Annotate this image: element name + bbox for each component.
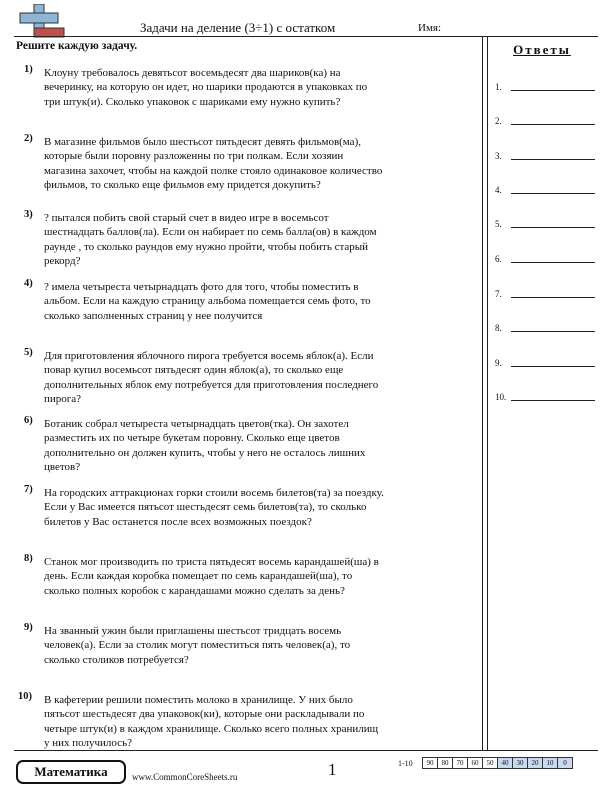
answer-line[interactable] — [511, 159, 595, 160]
answer-number: 3. — [495, 151, 502, 161]
answer-line[interactable] — [511, 400, 595, 401]
score-cell: 0 — [557, 757, 573, 769]
answer-line[interactable] — [511, 124, 595, 125]
score-cell: 40 — [497, 757, 513, 769]
answer-number: 5. — [495, 219, 502, 229]
answer-row[interactable] — [495, 319, 595, 333]
problem-number: 1) — [24, 64, 33, 75]
score-cell: 50 — [482, 757, 498, 769]
answer-number: 10. — [495, 392, 507, 402]
problem-text: В кафетерии решили поместить молоко в хранилище. У них было пятьсот шестьдесят два упаковок(ки), которые они раскладывали по четыре штук(и) в каждом хранилище. Сколько всего полных хранилищ у них получилось? — [44, 694, 379, 749]
answer-line[interactable] — [511, 193, 595, 194]
page-title: Задачи на деление (3÷1) с остатком — [140, 20, 336, 35]
problem-number: 4) — [24, 278, 33, 289]
instructions: Решите каждую задачу. — [16, 40, 138, 52]
answer-line[interactable] — [511, 366, 595, 367]
problem-text: ? пытался побить свой старый счет в видео игре в восемьсот шестнадцать баллов(ла). Если он набирает по семь балла(ов) в каждом раунде , то сколько раундов ему нужно пройти, чтобы побить старый рекорд? — [44, 212, 377, 267]
score-cell: 70 — [452, 757, 468, 769]
site-url: www.CommonCoreSheets.ru — [132, 772, 238, 782]
header-divider — [14, 36, 598, 37]
footer-divider — [14, 750, 598, 751]
score-range-label: 1-10 — [398, 759, 413, 768]
problem-number: 5) — [24, 347, 33, 358]
answer-number: 2. — [495, 116, 502, 126]
brand-badge: Математика — [16, 760, 126, 784]
answer-row[interactable] — [495, 215, 595, 229]
problem-text: ? имела четыреста четырнадцать фото для того, чтобы поместить в альбом. Если на каждую страницу альбома помещается семь фото, то сколько заполненных страниц у нее получится — [44, 281, 371, 322]
problem-number: 9) — [24, 622, 33, 633]
answer-row[interactable] — [495, 181, 595, 195]
problem-text: В магазине фильмов было шестьсот пятьдесят девять фильмов(ма), которые были поровну разложенны по три полкам. Если хозяин магазина захочет, чтобы на каждой полке стояло одинаковое количество фильмов, то сколько еще фильмов ему придется докупить? — [44, 136, 383, 191]
problem-text: Ботаник собрал четыреста четырнадцать цветов(тка). Он захотел разместить их по четыре букетам поровну. Сколько еще цветов дополнительно он должен купить, чтобы у него не осталось лишних цветов? — [44, 418, 366, 473]
score-table — [423, 757, 573, 769]
answer-row[interactable] — [495, 112, 595, 126]
answer-line[interactable] — [511, 331, 595, 332]
answer-number: 7. — [495, 289, 502, 299]
score-cell: 30 — [512, 757, 528, 769]
answer-number: 6. — [495, 254, 502, 264]
name-label: Имя: — [418, 22, 442, 34]
problem-number: 10) — [18, 691, 32, 702]
score-cell: 90 — [422, 757, 438, 769]
score-cell: 60 — [467, 757, 483, 769]
problem-number: 3) — [24, 209, 33, 220]
answer-line[interactable] — [511, 297, 595, 298]
answer-number: 8. — [495, 323, 502, 333]
answer-line[interactable] — [511, 227, 595, 228]
answer-row[interactable] — [495, 354, 595, 368]
score-cell: 80 — [437, 757, 453, 769]
answers-title: Ответы — [513, 42, 571, 57]
problem-text: Клоуну требовалось девятьсот восемьдесят два шариков(ка) на вечеринку, на которую он идет, но шарики продаются в упаковках по три штук(и). Сколько упаковок с шариками ему нужно купить? — [44, 67, 368, 108]
column-divider-inner — [487, 37, 488, 750]
problem-number: 2) — [24, 133, 33, 144]
problem-number: 8) — [24, 553, 33, 564]
column-divider — [482, 37, 483, 750]
answer-row[interactable] — [495, 147, 595, 161]
answer-line[interactable] — [511, 90, 595, 91]
logo-icon — [14, 4, 68, 38]
problem-text: Станок мог производить по триста пятьдесят восемь карандашей(ша) в день. Если каждая коробка помещает по семь карандашей(ша), то сколько полных коробок с карандашами можно сделать за день? — [44, 556, 379, 597]
score-cell: 20 — [527, 757, 543, 769]
problem-text: На званный ужин были приглашены шестьсот тридцать восемь человек(а). Если за столик могут поместиться пять человек(а), то сколько столиков потребуется? — [44, 625, 351, 666]
answer-number: 9. — [495, 358, 502, 368]
problem-text: Для приготовления яблочного пирога требуется восемь яблок(а). Если повар купил восемьсот пятьдесят один яблок(а), то сколько еще дополнительных яблок ему потребуется для приготовления последнего пирога? — [44, 350, 379, 405]
problem-number: 7) — [24, 484, 33, 495]
problem-text: На городских аттракционах горки стоили восемь билетов(та) за поездку. Если у Вас имеется пятьсот шестьдесят семь билетов(та), то сколько билетов у Вас останется после всех возможных поездок? — [44, 487, 384, 528]
answer-number: 1. — [495, 82, 502, 92]
score-cell: 10 — [542, 757, 558, 769]
answer-row[interactable] — [495, 250, 595, 264]
answer-line[interactable] — [511, 262, 595, 263]
problem-number: 6) — [24, 415, 33, 426]
answer-row[interactable] — [495, 285, 595, 299]
answer-number: 4. — [495, 185, 502, 195]
answer-row[interactable] — [495, 388, 595, 402]
page-number: 1 — [328, 760, 337, 779]
answer-row[interactable] — [495, 78, 595, 92]
